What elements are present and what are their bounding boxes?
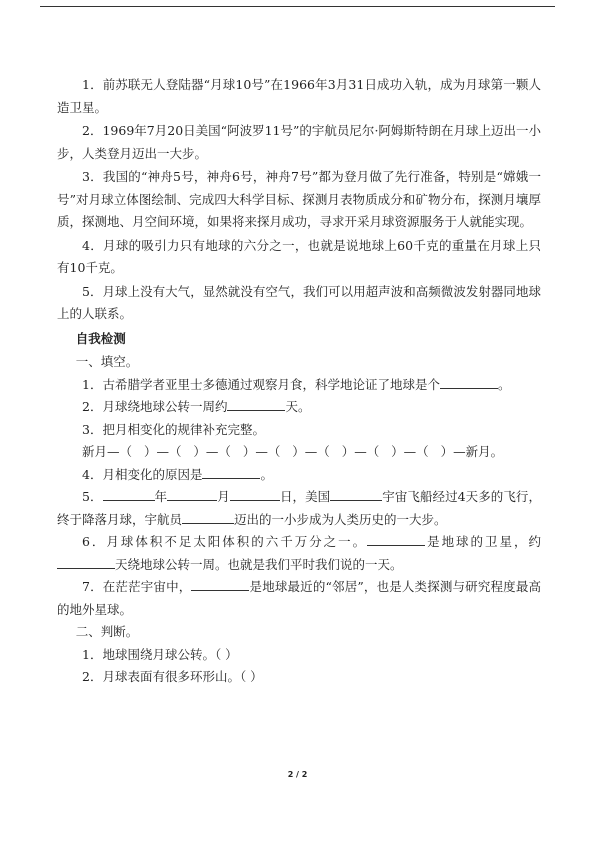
q6-mid: 是地球的卫星，约 (425, 534, 541, 549)
cycle-sep: ）—（ (341, 444, 380, 459)
judge-question-1: 1．地球围绕月球公转。（ ） (82, 646, 238, 662)
answer-blank-spacecraft[interactable] (330, 487, 382, 501)
top-rule (40, 6, 555, 7)
cycle-end: ）—新月。 (440, 444, 504, 459)
fill-question-4 (57, 464, 541, 487)
q7-text: 7．在茫茫宇宙中， (82, 579, 192, 594)
q7-end: 是地球最近的“邻居”，也是人类探测与研究程度最高的地外星球。 (57, 579, 541, 617)
answer-blank-day[interactable] (230, 487, 280, 501)
cycle-sep: ）—（ (292, 444, 330, 459)
cycle-start: 新月—（ (82, 444, 133, 459)
fact-4: 4．月球的吸引力只有地球的六分之一，也就是说地球上60千克的重量在月球上只有10千克。 (57, 237, 541, 275)
q5-year: 年 (154, 489, 168, 504)
page-number: 2 / 2 (287, 770, 308, 779)
fact-3: 3．我国的“神舟5号，神舟6号，神舟7号”都为登月做了先行准备，特别是“嫦娥一号”对月球立体图绘制、完成四大科学目标、探测月表物质成分和矿物分布，探测月壤厚质，探测地、月空间环境，如果将来探月成功，寻求开采月球资源服务于人就能实现。 (57, 169, 541, 229)
answer-blank[interactable] (440, 375, 498, 389)
q2-end: 天。 (285, 399, 311, 414)
answer-blank[interactable] (191, 577, 249, 591)
answer-blank[interactable] (227, 397, 285, 411)
q1-end: 。 (497, 376, 511, 392)
q1-text: 1．古希腊学者亚里士多德通过观察月食，科学地论证了地球是个 (82, 376, 440, 392)
answer-blank-year[interactable] (103, 487, 155, 501)
moon-phase-cycle (57, 441, 541, 464)
page-content (57, 74, 541, 689)
q5-number: 5． (82, 489, 103, 504)
answer-blank-astronaut[interactable] (182, 510, 234, 524)
fill-question-7 (57, 576, 541, 621)
q5-end: 迈出的一小步成为人类历史的一大步。 (234, 511, 447, 527)
q6-text: 6．月球体积不足太阳体积的六千万分之一。 (82, 534, 368, 549)
q5-text: 宇宙飞船经过4天多的飞行，终于降落月球，宇航员 (57, 489, 541, 527)
q5-day: 日，美国 (279, 489, 331, 504)
answer-blank[interactable] (367, 532, 425, 546)
judge-question-2: 2．月球表面有很多环形山。（ ） (82, 669, 263, 684)
cycle-sep: ）—（ (143, 444, 182, 459)
answer-blank[interactable] (202, 465, 260, 479)
q4-text: 4．月相变化的原因是 (82, 466, 203, 482)
cycle-sep: ）—（ (242, 444, 281, 459)
fact-1: 1．前苏联无人登陆器“月球10号”在1966年3月31日成功入轨，成为月球第一颗人造卫星。 (57, 77, 541, 115)
fill-question-5 (57, 486, 541, 531)
q4-end: 。 (260, 466, 273, 482)
fill-question-3: 3．把月相变化的规律补充完整。 (82, 421, 265, 437)
fill-question-6 (57, 531, 541, 576)
self-test-heading: 自我检测 (75, 330, 126, 346)
answer-blank-month[interactable] (167, 487, 217, 501)
q5-month: 月 (217, 489, 230, 504)
cycle-sep: ）—（ (391, 444, 429, 459)
section-fill-title: 一、填空。 (75, 354, 139, 369)
q6-end: 天绕地球公转一周。也就是我们平时我们说的一天。 (115, 556, 403, 572)
section-judge-title: 二、判断。 (75, 624, 139, 639)
cycle-sep: ）—（ (193, 444, 231, 459)
fact-5: 5．月球上没有大气，显然就没有空气，我们可以用超声波和高频微波发射器同地球上的人联系。 (57, 283, 541, 321)
answer-blank[interactable] (57, 555, 115, 569)
q2-text: 2．月球绕地球公转一周约 (82, 399, 228, 414)
fill-question-1 (57, 374, 541, 397)
fact-2: 2．1969年7月20日美国“阿波罗11号”的宇航员尼尔·阿姆斯特朗在月球上迈出一小步，人类登月迈出一大步。 (57, 123, 541, 161)
fill-question-2 (57, 396, 541, 419)
